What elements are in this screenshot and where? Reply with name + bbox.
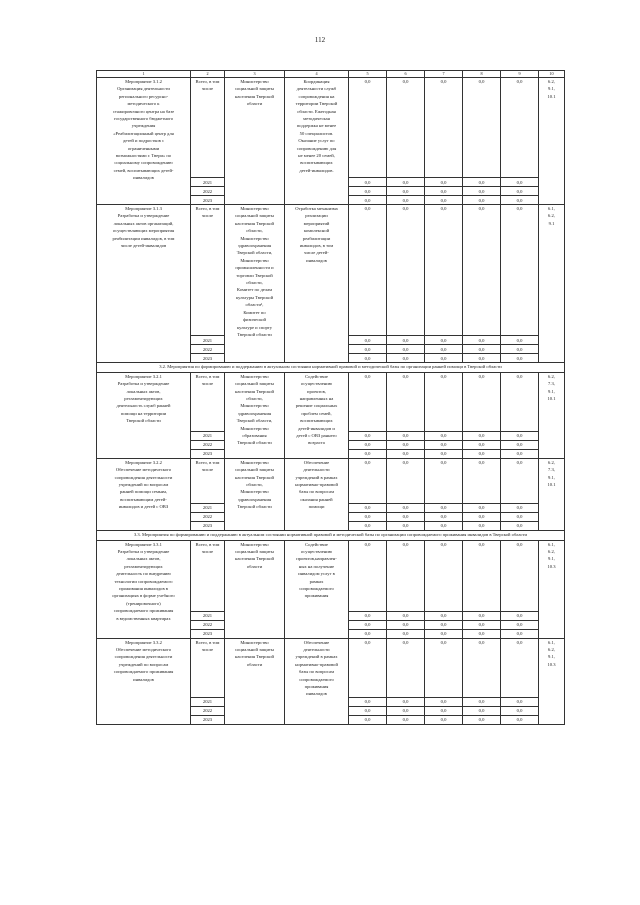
header-cell: 9 (501, 71, 539, 78)
amount-cell: 0,0 (463, 638, 501, 697)
amount-cell: 0,0 (463, 697, 501, 706)
year-cell: 2023 (191, 715, 225, 724)
amount-cell: 0,0 (349, 697, 387, 706)
amount-cell: 0,0 (425, 354, 463, 363)
amount-cell: 0,0 (463, 440, 501, 449)
amount-cell: 0,0 (387, 78, 425, 178)
amount-cell: 0,0 (463, 78, 501, 178)
executor-cell: Министерство социальной защиты населения Тверской области, Министерство здравоохранения Тверской области (225, 458, 285, 530)
amount-cell: 0,0 (425, 178, 463, 187)
amount-cell: 0,0 (463, 540, 501, 611)
amount-cell: 0,0 (349, 187, 387, 196)
amount-cell: 0,0 (387, 336, 425, 345)
amount-cell: 0,0 (501, 611, 539, 620)
expected-result-cell: Координация деятельности служб сопровождения на территории Тверской области. Ежегодная методическая поддержка не менее 50 специалистов. Оказание услуг по сопровождению для не менее 20 семей, воспитывающих детей-инвалидов. (285, 78, 349, 205)
amount-cell: 0,0 (463, 205, 501, 336)
header-row (97, 71, 565, 78)
amount-cell: 0,0 (425, 512, 463, 521)
amount-cell: 0,0 (387, 205, 425, 336)
amount-cell: 0,0 (463, 629, 501, 638)
amount-cell: 0,0 (387, 354, 425, 363)
amount-cell: 0,0 (463, 178, 501, 187)
indicator-cell: 6.1, 6.2, 9.1 (539, 205, 565, 363)
amount-cell: 0,0 (349, 715, 387, 724)
header-cell: 1 (97, 71, 191, 78)
executor-cell: Министерство социальной защиты населения Тверской области (225, 540, 285, 638)
year-cell: 2022 (191, 620, 225, 629)
event-row (97, 372, 565, 431)
amount-cell: 0,0 (501, 372, 539, 431)
amount-cell: 0,0 (463, 503, 501, 512)
amount-cell: 0,0 (387, 521, 425, 530)
amount-cell: 0,0 (425, 540, 463, 611)
amount-cell: 0,0 (349, 78, 387, 178)
year-cell: 2021 (191, 431, 225, 440)
amount-cell: 0,0 (501, 540, 539, 611)
year-cell: 2022 (191, 512, 225, 521)
amount-cell: 0,0 (501, 196, 539, 205)
amount-cell: 0,0 (387, 620, 425, 629)
amount-cell: 0,0 (387, 345, 425, 354)
funding-source-cell: Всего, в том числе (191, 458, 225, 503)
section-row (97, 530, 565, 540)
amount-cell: 0,0 (501, 458, 539, 503)
year-cell: 2021 (191, 697, 225, 706)
amount-cell: 0,0 (425, 205, 463, 336)
event-name-cell: Мероприятие 3.1.2 Организация деятельности регионального ресурсно- методического к стажировочного центра на базе государственного бюджетного учреждения «Реабилитационный центр для детей и подростков с ограниченными возможностями г. Твери» по социальному сопровождению семей, воспитывающих детей- инвалидов (97, 78, 191, 205)
header-cell: 8 (463, 71, 501, 78)
amount-cell: 0,0 (387, 431, 425, 440)
indicator-cell: 6.2, 9.1, 10.1 (539, 78, 565, 205)
amount-cell: 0,0 (425, 336, 463, 345)
year-cell: 2022 (191, 706, 225, 715)
year-cell: 2023 (191, 354, 225, 363)
amount-cell: 0,0 (349, 431, 387, 440)
section-heading-3-2: 3.2. Мероприятия по формированию и поддержанию в актуальном состоянии нормативной правовой и методической базы по организации ранней помощи в Тверской области (97, 363, 565, 373)
amount-cell: 0,0 (463, 715, 501, 724)
event-name-cell: Мероприятие 3.3.2 Обеспечение методического сопровождения деятельности учреждений по вопросам сопровождаемого проживания инвалидов (97, 638, 191, 724)
amount-cell: 0,0 (349, 611, 387, 620)
year-cell: 2022 (191, 345, 225, 354)
amount-cell: 0,0 (425, 611, 463, 620)
header-cell: 7 (425, 71, 463, 78)
amount-cell: 0,0 (425, 503, 463, 512)
amount-cell: 0,0 (463, 611, 501, 620)
year-cell: 2021 (191, 336, 225, 345)
header-cell: 5 (349, 71, 387, 78)
amount-cell: 0,0 (425, 187, 463, 196)
header-cell: 3 (225, 71, 285, 78)
event-row (97, 205, 565, 336)
amount-cell: 0,0 (425, 431, 463, 440)
amount-cell: 0,0 (463, 512, 501, 521)
year-cell: 2022 (191, 187, 225, 196)
amount-cell: 0,0 (501, 345, 539, 354)
amount-cell: 0,0 (463, 354, 501, 363)
amount-cell: 0,0 (387, 706, 425, 715)
page-number: 112 (314, 36, 326, 44)
amount-cell: 0,0 (501, 449, 539, 458)
amount-cell: 0,0 (425, 697, 463, 706)
amount-cell: 0,0 (501, 629, 539, 638)
event-name-cell: Мероприятие 3.2.1 Разработка и утверждение локальных актов, регламентирующих деятельность служб ранней помощи на территории Тверской области (97, 372, 191, 458)
expected-result-cell: Обеспечение деятельности учреждений в рамках нормативно-правовой базы по вопросам оказания ранней помощи (285, 458, 349, 530)
amount-cell: 0,0 (349, 440, 387, 449)
section-row (97, 363, 565, 373)
event-name-cell: Мероприятие 3.2.2 Обеспечение методического сопровождения деятельности учреждений по вопросам ранней помощи семьям, воспитывающим детей- инвалидов и детей с ОВЗ (97, 458, 191, 530)
amount-cell: 0,0 (501, 354, 539, 363)
amount-cell: 0,0 (387, 372, 425, 431)
expected-result-cell: Обеспечение деятельности учреждений в рамках нормативно-правовой базы по вопросам сопровождаемого проживания инвалидов (285, 638, 349, 724)
amount-cell: 0,0 (463, 336, 501, 345)
amount-cell: 0,0 (387, 178, 425, 187)
year-cell: 2021 (191, 503, 225, 512)
section-heading-3-3: 3.3. Мероприятия по формированию и поддержанию в актуальном состоянии нормативной правовой и методической базы по организации сопровождаемого проживания инвалидов в Тверской области (97, 530, 565, 540)
amount-cell: 0,0 (387, 449, 425, 458)
amount-cell: 0,0 (463, 345, 501, 354)
year-cell: 2023 (191, 629, 225, 638)
amount-cell: 0,0 (349, 521, 387, 530)
amount-cell: 0,0 (425, 372, 463, 431)
amount-cell: 0,0 (463, 431, 501, 440)
expected-result-cell: Содействие осуществлению проектов,направлен- ных на получение инвалидом услуг в рамках сопровождаемого проживания (285, 540, 349, 638)
amount-cell: 0,0 (501, 503, 539, 512)
amount-cell: 0,0 (349, 620, 387, 629)
year-cell: 2021 (191, 611, 225, 620)
funding-source-cell: Всего, в том числе (191, 372, 225, 431)
amount-cell: 0,0 (425, 458, 463, 503)
event-row (97, 540, 565, 611)
amount-cell: 0,0 (501, 336, 539, 345)
amount-cell: 0,0 (349, 458, 387, 503)
amount-cell: 0,0 (501, 78, 539, 178)
indicator-cell: 6.1, 6.2, 9.1, 10.3 (539, 540, 565, 638)
amount-cell: 0,0 (387, 611, 425, 620)
amount-cell: 0,0 (425, 521, 463, 530)
executor-cell: Министерство социальной защиты населения Тверской области (225, 638, 285, 724)
amount-cell: 0,0 (349, 449, 387, 458)
amount-cell: 0,0 (463, 196, 501, 205)
amount-cell: 0,0 (387, 629, 425, 638)
amount-cell: 0,0 (425, 440, 463, 449)
amount-cell: 0,0 (387, 540, 425, 611)
event-row (97, 458, 565, 503)
amount-cell: 0,0 (501, 512, 539, 521)
amount-cell: 0,0 (501, 187, 539, 196)
event-row (97, 638, 565, 697)
amount-cell: 0,0 (349, 178, 387, 187)
executor-cell: Министерство социальной защиты населения Тверской области (225, 78, 285, 205)
amount-cell: 0,0 (425, 620, 463, 629)
executor-cell: Министерство социальной защиты населения Тверской области, Министерство здравоохранения Тверской области, Министерство образования Тверской области (225, 372, 285, 458)
amount-cell: 0,0 (501, 440, 539, 449)
amount-cell: 0,0 (349, 354, 387, 363)
year-cell: 2023 (191, 449, 225, 458)
amount-cell: 0,0 (349, 629, 387, 638)
amount-cell: 0,0 (349, 512, 387, 521)
amount-cell: 0,0 (387, 187, 425, 196)
amount-cell: 0,0 (349, 540, 387, 611)
amount-cell: 0,0 (463, 706, 501, 715)
executor-cell: Министерство социальной защиты населения Тверской области, Министерство здравоохранения Тверской области, Министерство промышленности и торговли Тверской области, Комитет по делам культуры Тверской области¹, Комитет по физической культуре и спорту Тверской области (225, 205, 285, 363)
event-name-cell: Мероприятие 3.1.3 Разработка и утверждение локальных актов организаций, осуществляющих мероприятия реабилитации инвалидов, в том числе детей-инвалидов (97, 205, 191, 363)
amount-cell: 0,0 (501, 620, 539, 629)
amount-cell: 0,0 (387, 196, 425, 205)
amount-cell: 0,0 (425, 706, 463, 715)
amount-cell: 0,0 (501, 715, 539, 724)
header-cell: 6 (387, 71, 425, 78)
amount-cell: 0,0 (349, 196, 387, 205)
amount-cell: 0,0 (387, 440, 425, 449)
amount-cell: 0,0 (463, 521, 501, 530)
amount-cell: 0,0 (501, 521, 539, 530)
year-cell: 2023 (191, 521, 225, 530)
amount-cell: 0,0 (501, 205, 539, 336)
indicator-cell: 6.2, 7.3, 9.1, 10.1 (539, 458, 565, 530)
amount-cell: 0,0 (425, 78, 463, 178)
year-cell: 2022 (191, 440, 225, 449)
amount-cell: 0,0 (387, 638, 425, 697)
amount-cell: 0,0 (501, 178, 539, 187)
amount-cell: 0,0 (349, 503, 387, 512)
amount-cell: 0,0 (425, 196, 463, 205)
amount-cell: 0,0 (501, 638, 539, 697)
amount-cell: 0,0 (425, 715, 463, 724)
event-row (97, 78, 565, 178)
event-name-cell: Мероприятие 3.3.1 Разработка и утверждение локальных актов, регламентирующих деятельность по внедрению технологии сопровождаемого проживания инвалидов в организациях в форме учебного (тренировочного) сопровождаемого проживания в ведомственных квартирах (97, 540, 191, 638)
program-table (96, 70, 565, 725)
amount-cell: 0,0 (463, 372, 501, 431)
expected-result-cell: Отработка механизма реализации мероприятий комплексной реабилитации инвалидов, в том числе детей- инвалидов (285, 205, 349, 363)
amount-cell: 0,0 (349, 638, 387, 697)
amount-cell: 0,0 (425, 638, 463, 697)
indicator-cell: 6.2, 7.3, 9.1, 10.1 (539, 372, 565, 458)
expected-result-cell: Содействие осуществлению проектов, направленных на решение социальных проблем семей, воспитывающих детей-инвалидов и детей с ОВЗ раннего возраста (285, 372, 349, 458)
amount-cell: 0,0 (349, 706, 387, 715)
indicator-cell: 6.1, 6.2, 9.1, 10.3 (539, 638, 565, 724)
amount-cell: 0,0 (501, 431, 539, 440)
amount-cell: 0,0 (501, 706, 539, 715)
funding-source-cell: Всего, в том числе (191, 205, 225, 336)
amount-cell: 0,0 (349, 372, 387, 431)
amount-cell: 0,0 (349, 345, 387, 354)
header-cell: 10 (539, 71, 565, 78)
amount-cell: 0,0 (387, 697, 425, 706)
amount-cell: 0,0 (387, 715, 425, 724)
amount-cell: 0,0 (425, 345, 463, 354)
amount-cell: 0,0 (387, 512, 425, 521)
amount-cell: 0,0 (463, 458, 501, 503)
funding-source-cell: Всего, в том числе (191, 638, 225, 697)
header-cell: 4 (285, 71, 349, 78)
amount-cell: 0,0 (501, 697, 539, 706)
amount-cell: 0,0 (425, 629, 463, 638)
amount-cell: 0,0 (463, 620, 501, 629)
amount-cell: 0,0 (387, 503, 425, 512)
header-cell: 2 (191, 71, 225, 78)
amount-cell: 0,0 (463, 187, 501, 196)
funding-source-cell: Всего, в том числе (191, 78, 225, 178)
amount-cell: 0,0 (463, 449, 501, 458)
year-cell: 2021 (191, 178, 225, 187)
funding-source-cell: Всего, в том числе (191, 540, 225, 611)
amount-cell: 0,0 (425, 449, 463, 458)
amount-cell: 0,0 (387, 458, 425, 503)
year-cell: 2023 (191, 196, 225, 205)
amount-cell: 0,0 (349, 336, 387, 345)
amount-cell: 0,0 (349, 205, 387, 336)
